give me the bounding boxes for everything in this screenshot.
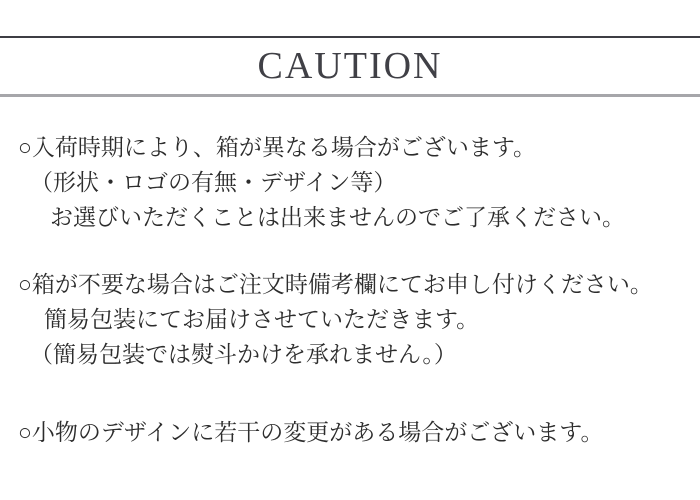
header-top-rule [0,36,700,38]
notice-line: 簡易包装にてお届けさせていただきます。 [44,306,480,332]
notice-line: （形状・ロゴの有無・デザイン等） [30,169,397,195]
notice-line: お選びいただくことは出来ませんのでご了承ください。 [50,204,625,230]
notice-line: （簡易包装では熨斗かけを承れません。） [30,341,457,367]
page-title: CAUTION [257,45,443,87]
notice-line: ○小物のデザインに若干の変更がある場合がございます。 [18,419,604,445]
notice-line: ○箱が不要な場合はご注文時備考欄にてお申し付けください。 [18,271,653,297]
notice-paragraph-no-box-request [0,267,700,372]
notice-paragraph-box-variation [0,130,700,235]
header-bottom-rule [0,94,700,97]
notice-paragraph-design-change [0,415,700,450]
notice-line: ○入荷時期により、箱が異なる場合がございます。 [18,134,537,160]
